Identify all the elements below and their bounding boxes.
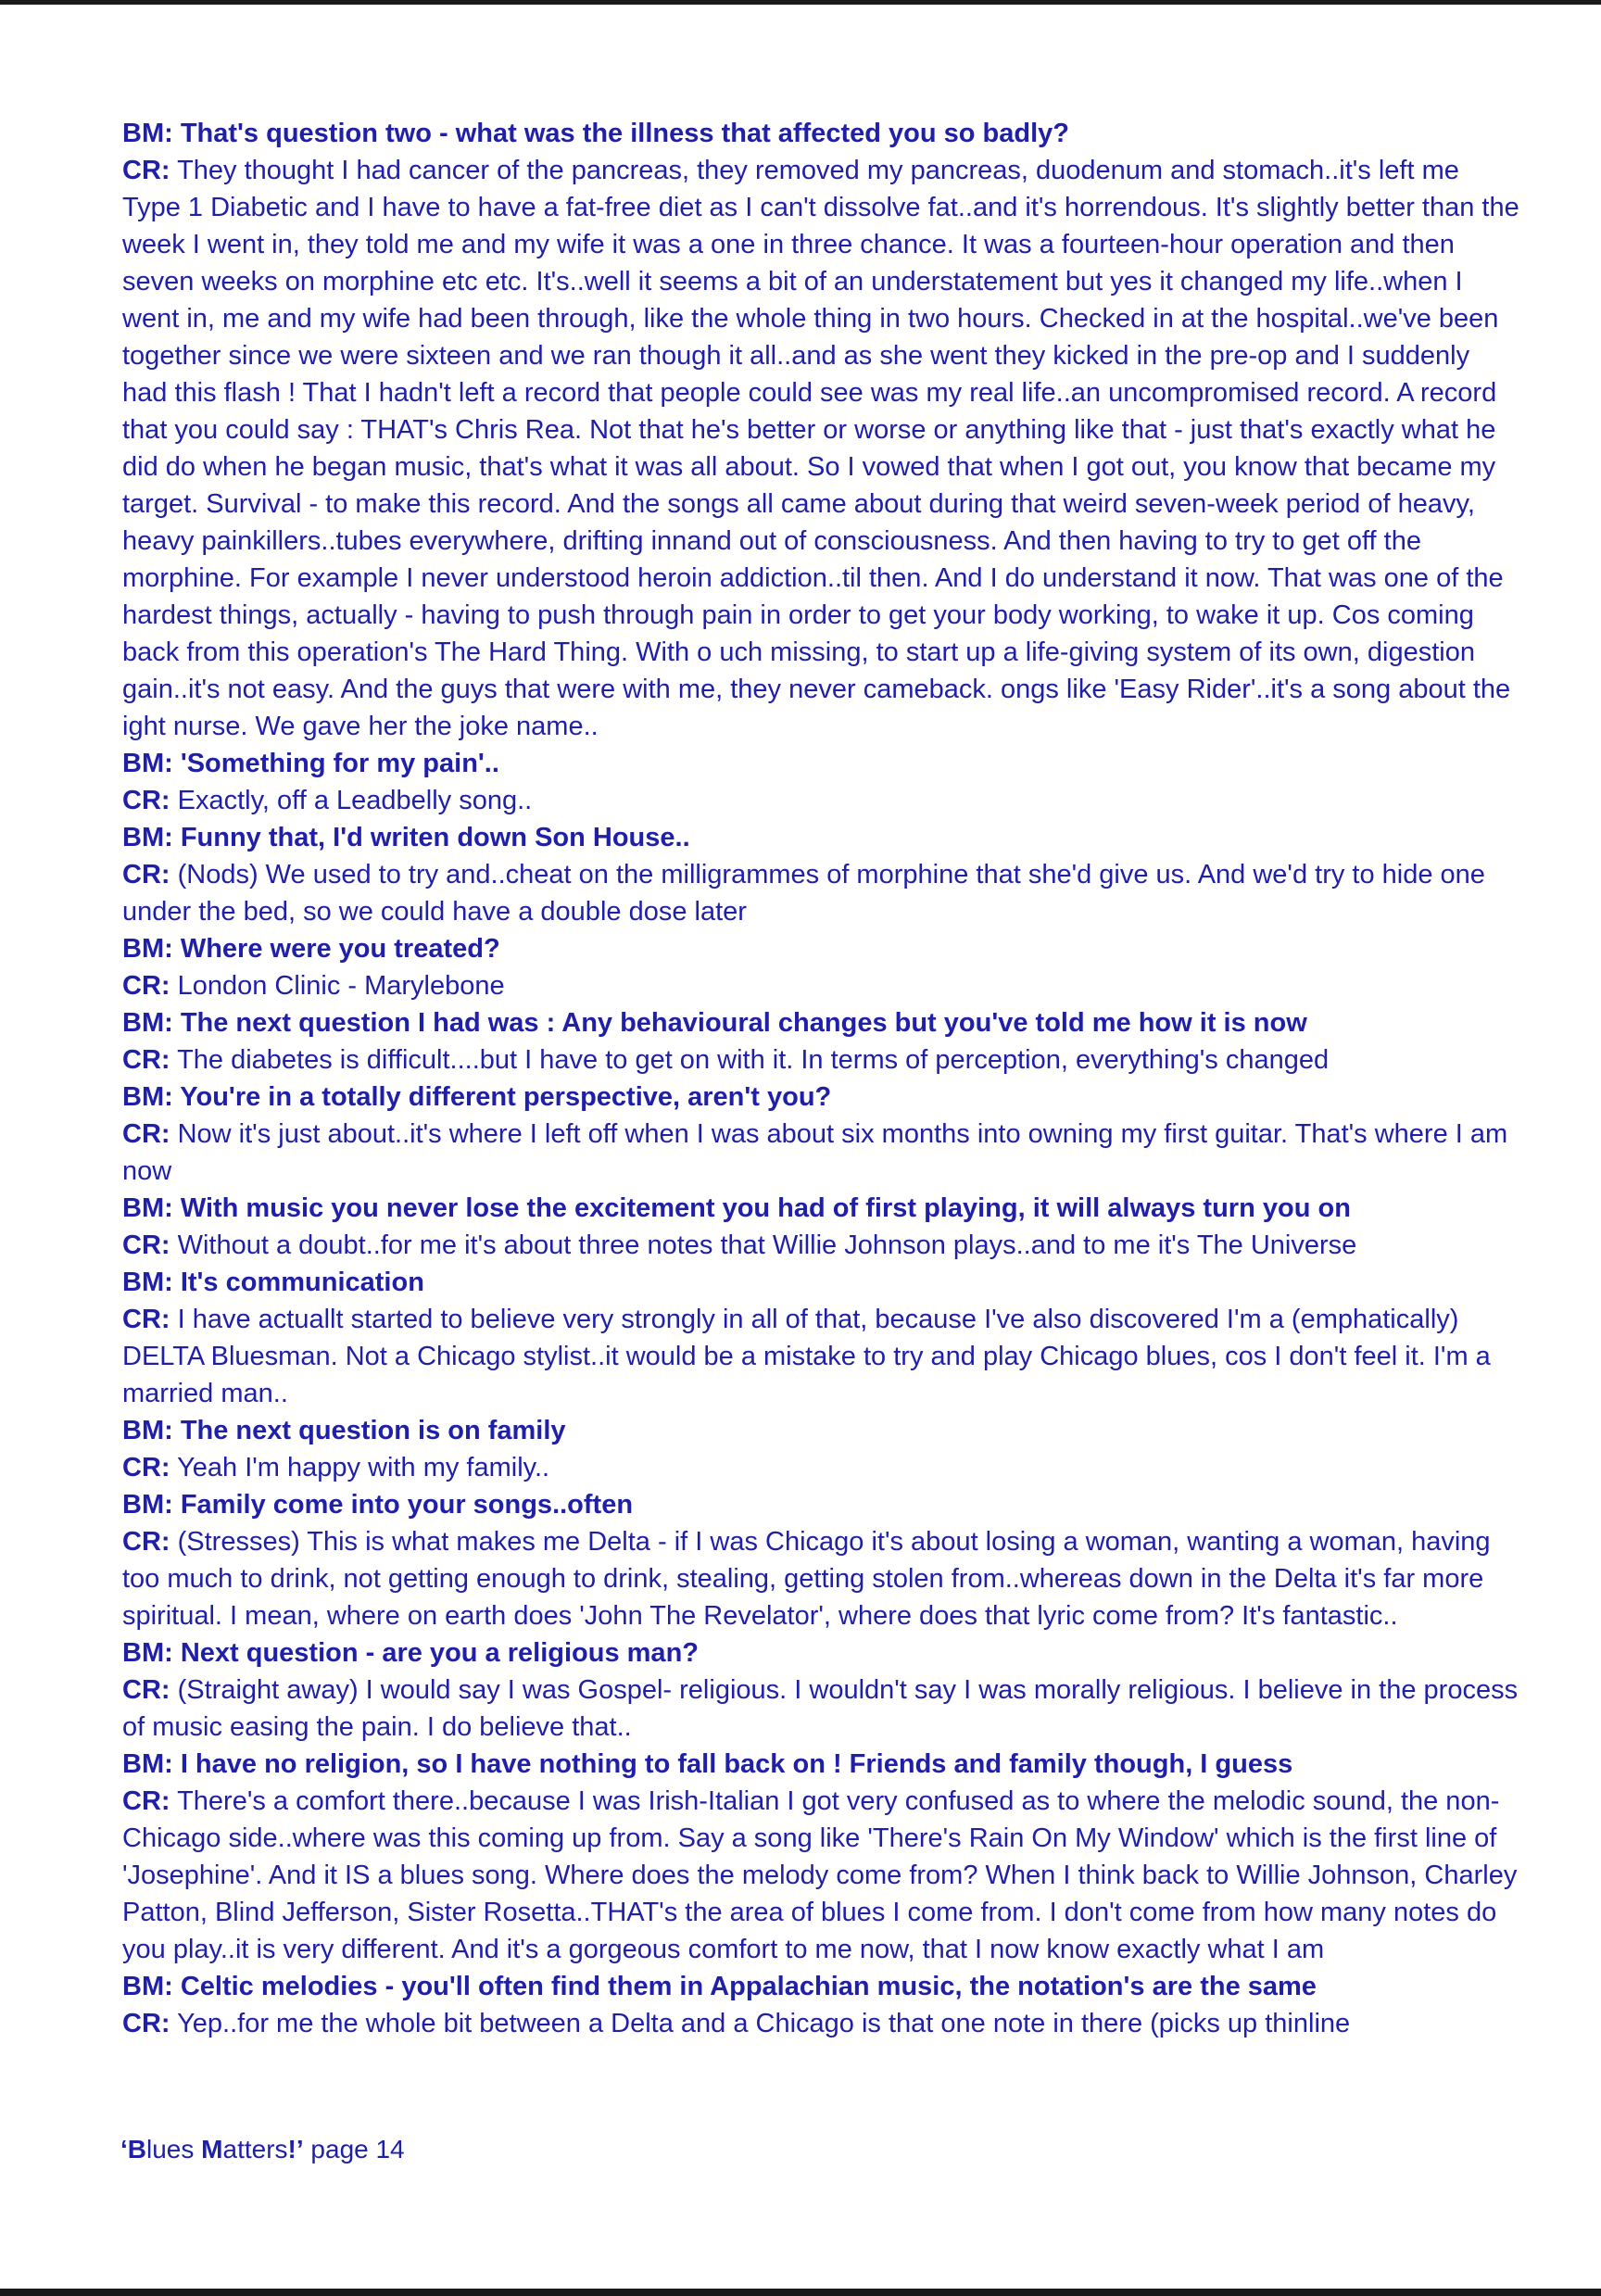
speaker-label: BM: (122, 1416, 173, 1445)
entry-text: (Straight away) I would say I was Gospel- religious. I wouldn't say I was morally religious. I believe in the process of music easing the pain. I do believe that.. (122, 1675, 1519, 1742)
entry-text: (Stresses) This is what makes me Delta - if I was Chicago it's about losing a woman, wanting a woman, having too much to drink, not getting enough to drink, stealing, getting stolen from..whereas down in the Delta it's far more spiritual. I mean, where on earth does 'John The Revelator', where does that lyric come from? It's fantastic.. (122, 1527, 1491, 1631)
interviewee-answer (122, 782, 1521, 819)
entry-text: It's communication (172, 1268, 424, 1297)
speaker-label: BM: (122, 119, 173, 148)
interviewee-answer (122, 856, 1521, 930)
entry-text: Funny that, I'd writen down Son House.. (172, 823, 690, 852)
interviewer-question (122, 1079, 1521, 1116)
entry-text: The diabetes is difficult....but I have to get on with it. In terms of perception, everything's changed (170, 1045, 1330, 1075)
interviewee-answer (122, 1227, 1521, 1264)
entry-text: They thought I had cancer of the pancreas, they removed my pancreas, duodenum and stomach..it's left me Type 1 Diabetic and I have to have a fat-free diet as I can't dissolve fat..and it's horrendous. It's slightly better than the week I went in, they told me and my wife it was a one in three chance. It was a fourteen-hour operation and then seven weeks on morphine etc etc. It's..well it seems a bit of an understatement but yes it changed my life..when I went in, me and my wife had been through, like the whole thing in two hours. Checked in at the hospital..we've been together since we were sixteen and we ran though it all..and as she went they kicked in the pre-op and I suddenly had this flash ! That I hadn't left a record that people could see was my real life..an uncompromised record. A record that you could say : THAT's Chris Rea. Not that he's better or worse or anything like that - just that's exactly what he did do when he began music, that's what it was all about. So I vowed that when I got out, you know that became my target. Survival - to make this record. And the songs all came about during that weird seven-week period of heavy, heavy painkillers..tubes everywhere, drifting innand out of consciousness. And then having to try to get off the morphine. For example I never understood heroin addiction..til then. And I do understand it now. That was one of the hardest things, actually - having to push through pain in order to get your body working, to wake it up. Cos coming back from this operation's The Hard Thing. With o uch missing, to start up a life-giving system of its own, digestion gain..it's not easy. And the guys that were with me, they never cameback. ongs like 'Easy Rider'..it's a song about the ight nurse. We gave her the joke name.. (122, 156, 1519, 741)
speaker-label: CR: (122, 971, 170, 1001)
entry-text: Exactly, off a Leadbelly song.. (170, 786, 533, 815)
entry-text: The next question is on family (172, 1416, 566, 1445)
entry-text: There's a comfort there..because I was Irish-Italian I got very confused as to where the melodic sound, the non-Chicago side..where was this coming up from. Say a song like 'There's Rain On My Window' which is the first line of 'Josephine'. And it IS a blues song. Where does the melody come from? When I think back to Willie Johnson, Charley Patton, Blind Jefferson, Sister Rosetta..THAT's the area of blues I come from. I don't come from how many notes do you play..it is very different. And it's a gorgeous comfort to me now, that I now know exactly what I am (122, 1786, 1518, 1964)
interviewee-answer (122, 1672, 1521, 1746)
interviewer-question (122, 1746, 1521, 1783)
speaker-label: CR: (122, 786, 170, 815)
speaker-label: BM: (122, 1749, 173, 1779)
entry-text: London Clinic - Marylebone (170, 971, 505, 1001)
speaker-label: BM: (122, 934, 173, 964)
speaker-label: CR: (122, 1453, 170, 1482)
interviewer-question (122, 930, 1521, 967)
top-rule (0, 0, 1601, 5)
speaker-label: BM: (122, 1268, 173, 1297)
speaker-label: BM: (122, 1638, 173, 1668)
speaker-label: BM: (122, 1008, 173, 1038)
interviewer-question (122, 1190, 1521, 1227)
speaker-label: BM: (122, 1490, 173, 1520)
footer-brand-lues: lues (146, 2135, 202, 2164)
interviewee-answer (122, 1449, 1521, 1486)
interviewer-question (122, 1968, 1521, 2005)
interviewee-answer (122, 1523, 1521, 1634)
footer-brand-atters: atters (222, 2135, 288, 2164)
speaker-label: CR: (122, 1305, 170, 1334)
speaker-label: CR: (122, 2009, 170, 2038)
interviewer-question (122, 1264, 1521, 1301)
speaker-label: CR: (122, 1527, 170, 1557)
entry-text: Celtic melodies - you'll often find them in Appalachian music, the notation's are the same (172, 1972, 1317, 2001)
footer-brand-bang: !’ (287, 2135, 304, 2164)
interviewee-answer (122, 1041, 1521, 1079)
speaker-label: CR: (122, 1045, 170, 1075)
footer-open-quote: ‘ (120, 2135, 128, 2164)
interviewer-question (122, 1486, 1521, 1523)
entry-text: (Nods) We used to try and..cheat on the milligrammes of morphine that she'd give us. And we'd try to hide one under the bed, so we could have a double dose later (122, 860, 1485, 927)
entry-text: With music you never lose the excitement you had of first playing, it will always turn you on (172, 1193, 1351, 1223)
entry-text: Where were you treated? (172, 934, 500, 964)
speaker-label: CR: (122, 860, 170, 889)
speaker-label: CR: (122, 1786, 170, 1816)
interviewee-answer (122, 1783, 1521, 1968)
interviewee-answer (122, 2005, 1521, 2042)
entry-text: That's question two - what was the illness that affected you so badly? (172, 119, 1070, 148)
entry-text: Family come into your songs..often (172, 1490, 634, 1520)
interviewer-question (122, 819, 1521, 856)
speaker-label: BM: (122, 1972, 173, 2001)
entry-text: You're in a totally different perspective, aren't you? (172, 1082, 832, 1112)
entry-text: I have actuallt started to believe very strongly in all of that, because I've also discovered I'm a (emphatically) DELTA Bluesman. Not a Chicago stylist..it would be a mistake to try and play Chicago blues, cos I don't feel it. I'm a married man.. (122, 1305, 1491, 1408)
interviewer-question (122, 1004, 1521, 1041)
interviewee-answer (122, 967, 1521, 1004)
entry-text: The next question I had was : Any behavioural changes but you've told me how it is now (172, 1008, 1307, 1038)
entry-text: 'Something for my pain'.. (172, 749, 499, 778)
bottom-rule (0, 2289, 1601, 2296)
speaker-label: CR: (122, 1675, 170, 1705)
interviewee-answer (122, 152, 1521, 745)
footer-brand-b: B (127, 2135, 147, 2164)
speaker-label: CR: (122, 1119, 170, 1149)
interviewer-question (122, 1634, 1521, 1672)
speaker-label: BM: (122, 1193, 173, 1223)
footer-brand-m: M (201, 2135, 223, 2164)
entry-text: Now it's just about..it's where I left off when I was about six months into owning my first guitar. That's where I am now (122, 1119, 1508, 1186)
entry-text: Yeah I'm happy with my family.. (170, 1453, 550, 1482)
interviewer-question (122, 1412, 1521, 1449)
speaker-label: BM: (122, 823, 173, 852)
speaker-label: BM: (122, 1082, 173, 1112)
interviewee-answer (122, 1116, 1521, 1190)
speaker-label: CR: (122, 156, 170, 185)
entry-text: Without a doubt..for me it's about three notes that Willie Johnson plays..and to me it's The Universe (170, 1230, 1357, 1260)
speaker-label: BM: (122, 749, 173, 778)
entry-text: I have no religion, so I have nothing to fall back on ! Friends and family though, I guess (172, 1749, 1293, 1779)
interview-article (122, 115, 1521, 2042)
entry-text: Yep..for me the whole bit between a Delta and a Chicago is that one note in there (picks up thinline (170, 2009, 1351, 2038)
page-footer (120, 2133, 405, 2166)
footer-page-number: page 14 (303, 2135, 405, 2164)
interviewer-question (122, 745, 1521, 782)
entry-text: Next question - are you a religious man? (172, 1638, 699, 1668)
speaker-label: CR: (122, 1230, 170, 1260)
interviewee-answer (122, 1301, 1521, 1412)
interviewer-question (122, 115, 1521, 152)
